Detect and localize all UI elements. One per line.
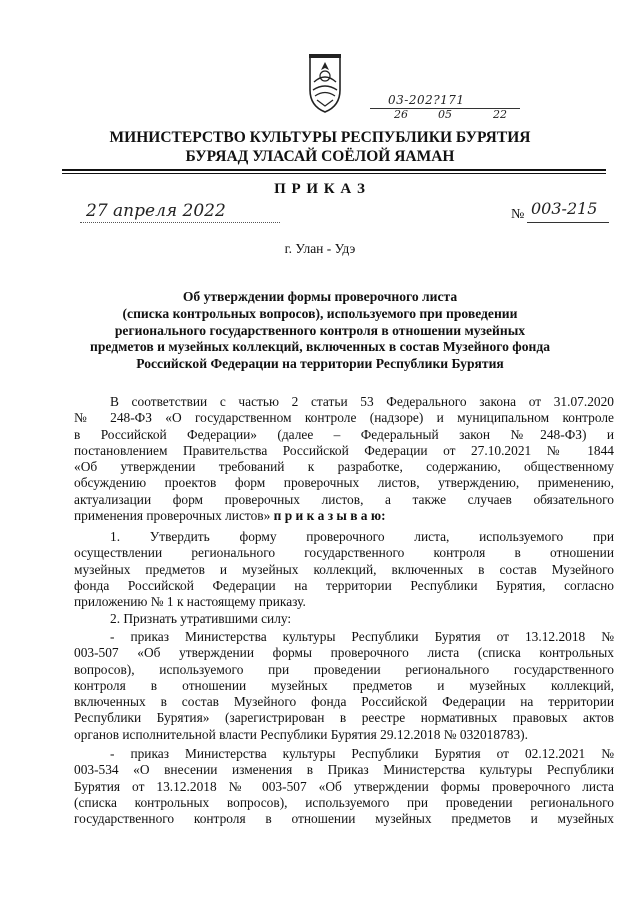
ministry-name-bua: БУРЯАД УЛАСАЙ СОЁЛОЙ ЯАМАН: [185, 148, 455, 165]
text-line: - приказ Министерства культуры Республики Бурятия от 02.12.2021 №: [110, 746, 614, 761]
repealed-order-2: [74, 746, 614, 827]
text-line: фонда Российской Федерации на территории Республики Бурятия, согласно: [74, 577, 614, 593]
stamp-year: 22: [493, 108, 507, 121]
title-line: Российской Федерации на территории Республики Бурятия: [136, 356, 504, 372]
item-1-paragraph: [74, 529, 614, 610]
text-line: органов исполнительной власти Республики Бурятия 29.12.2018 № 032018783).: [74, 726, 528, 742]
order-word: п р и к а з ы в а ю:: [273, 508, 386, 524]
order-number-underline: [527, 222, 609, 223]
text-line: 003-507 «Об утверждении формы проверочного листа (списка контрольных: [74, 645, 614, 661]
text-line: в Российской Федерации» (далее – Федеральный закон №248-ФЗ) и: [74, 426, 614, 442]
text-line: актуализации форм проверочных листов, а также случаев обязательного: [74, 491, 614, 507]
title-line: регионального государственного контроля в отношении музейных: [114, 322, 526, 338]
coat-of-arms-emblem: [304, 52, 346, 114]
title-line: Об утверждении формы проверочного листа: [182, 289, 458, 304]
text-line: вопросов), используемого при проведении регионального государственного: [74, 661, 614, 677]
text-line: - приказ Министерства культуры Республики Бурятия от 13.12.2018 №: [110, 629, 614, 644]
title-line: (списка контрольных вопросов), используемого при проведении: [122, 305, 518, 321]
text-line: № 248-ФЗ «О государственном контроле (надзоре) и муниципальном контроле: [74, 410, 614, 426]
preamble-paragraph: [74, 394, 614, 524]
text-line: В соответствии с частью 2 статьи 53 Федерального закона от 31.07.2020: [110, 394, 614, 409]
document-title: [0, 289, 640, 373]
stamp-month: 05: [438, 108, 452, 121]
text-line: Бурятия от 13.12.2018 № 003-507 «Об утверждении формы проверочного листа: [74, 778, 614, 794]
text-line: государственного контроля в отношении музейных предметов и музейных: [74, 811, 614, 827]
stamp-number: 03-202?171: [388, 93, 465, 107]
city: г. Улан - Удэ: [284, 241, 356, 256]
text-line: приложению № 1 к настоящему приказу.: [74, 594, 306, 610]
text-line: обсуждению проектов форм проверочных листов, утверждению, применению,: [74, 475, 614, 491]
text-line: контроля в отношении музейных предметов и музейных коллекций,: [74, 677, 614, 693]
text-line: Республики Бурятия» (зарегистрирован в реестре нормативных правовых актов: [74, 710, 614, 726]
order-date-underline: [80, 222, 280, 223]
repealed-order-1: [74, 629, 614, 743]
text-line: включенных в состав Музейного фонда Российской Федерации на территории: [74, 694, 614, 710]
stamp-day: 26: [394, 108, 408, 121]
text-line: 1. Утвердить форму проверочного листа, используемого при: [110, 529, 614, 544]
ministry-name-ru: МИНИСТЕРСТВО КУЛЬТУРЫ РЕСПУБЛИКИ БУРЯТИЯ: [109, 129, 531, 146]
order-number-label: №: [511, 207, 525, 222]
text-line: осуществлении регионального государственного контроля в отношении: [74, 545, 614, 561]
text-line: 2. Признать утратившими силу:: [110, 611, 292, 626]
title-line: предметов и музейных коллекций, включенных в состав Музейного фонда: [89, 339, 551, 355]
order-date-handwritten: 27 апреля 2022: [86, 201, 226, 221]
header-divider-thin: [62, 173, 606, 174]
document-type: П Р И К А З: [274, 181, 366, 197]
text-line: постановлением Правительства Российской Федерации от 27.10.2021 № 1844: [74, 442, 614, 458]
item-2-paragraph: [74, 611, 614, 627]
text-fragment: применения проверочных листов»: [74, 508, 271, 524]
text-line-with-order: [74, 508, 614, 524]
text-line: 003-534 «О внесении изменения в Приказ Министерства культуры Республики: [74, 762, 614, 778]
text-line: «Об утверждении требований к разработке, содержанию, общественному: [74, 459, 614, 475]
text-line: (списка контрольных вопросов), используемого при проведении регионального: [74, 794, 614, 810]
header-divider: [62, 169, 606, 171]
text-line: музейных предметов и музейных коллекций, включенных в состав Музейного: [74, 561, 614, 577]
registration-stamp: [358, 93, 523, 123]
order-number-handwritten: 003-215: [531, 199, 598, 218]
